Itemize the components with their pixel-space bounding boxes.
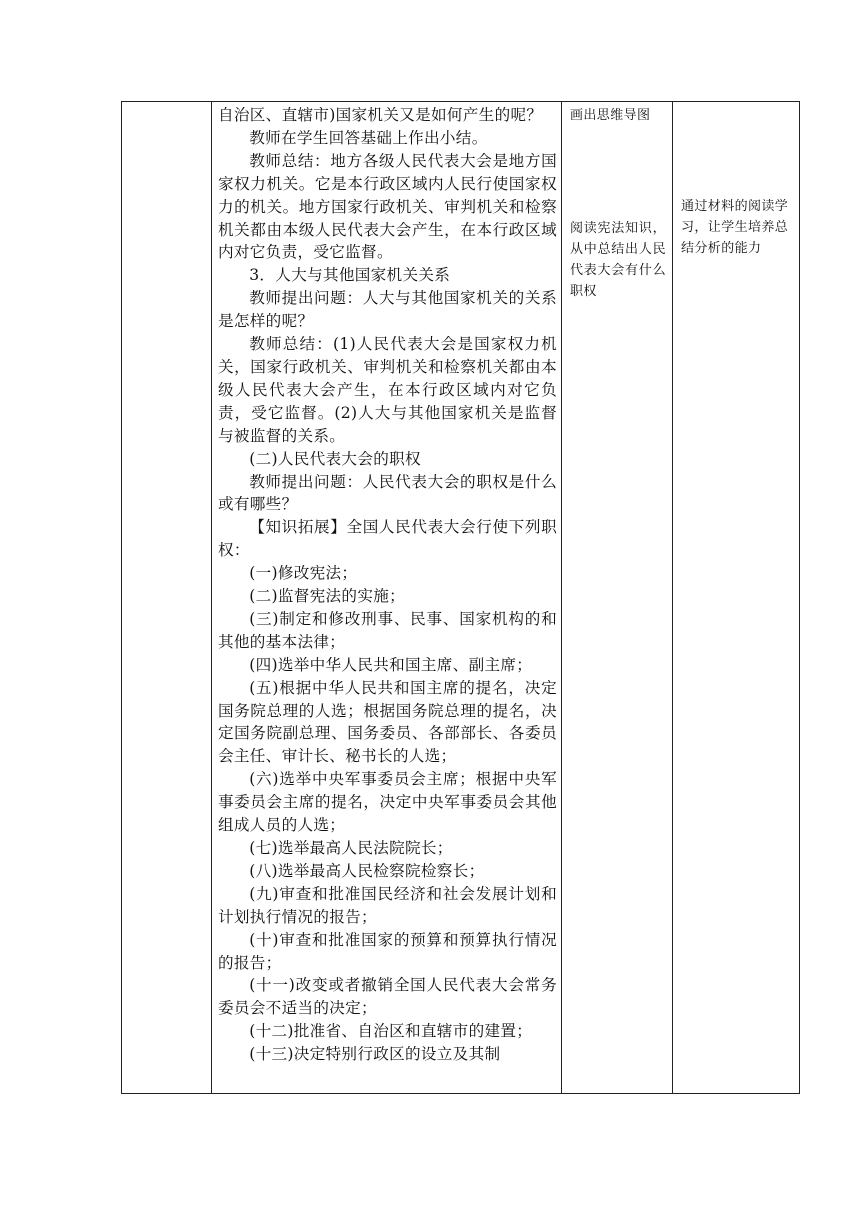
table-row: [122, 102, 800, 1094]
content-paragraph: (四)选举中华人民共和国主席、副主席；: [249, 655, 533, 674]
content-paragraph: (十三)决定特别行政区的设立及其制: [249, 1045, 501, 1064]
content-paragraph: 自治区、直辖市)国家机关又是如何产生的呢？: [218, 106, 543, 124]
design-intent-text: 通过材料的阅读学习，让学生培养总结分析的能力: [681, 199, 789, 256]
content-paragraph: (十一)改变或者撤销全国人民代表大会常务委员会不适当的决定；: [218, 976, 557, 1018]
content-paragraph: 教师在学生回答基础上作出小结。: [249, 128, 488, 147]
content-paragraph: (二)监督宪法的实施；: [249, 587, 405, 606]
content-paragraph: (九)审查和批准国民经济和社会发展计划和计划执行情况的报告；: [218, 884, 557, 926]
content-paragraph: 3．人大与其他国家机关关系: [249, 266, 451, 285]
content-paragraph: (八)选举最高人民检察院检察长；: [249, 861, 485, 880]
content-paragraph: (十二)批准省、自治区和直辖市的建置；: [249, 1022, 533, 1041]
teaching-content-cell: [212, 102, 562, 1094]
content-paragraph: 教师总结：(1)人民代表大会是国家权力机关，国家行政机关、审判机关和检察机关都由本级人民代表大会产生，在本行政区域内对它负责，受它监督。(2)人大与其他国家机关是监督与被监督的关系。: [218, 335, 557, 445]
student-activity-mindmap: 画出思维导图: [570, 108, 651, 123]
content-paragraph: (三)制定和修改刑事、民事、国家机构的和其他的基本法律；: [218, 609, 557, 651]
content-paragraph: 教师总结：地方各级人民代表大会是地方国家权力机关。它是本行政区域内人民行使国家权力的机关。地方国家行政机关、审判机关和检察机关都由本级人民代表大会产生，在本行政区域内对它负责，受它监督。: [218, 151, 557, 262]
design-intent-cell: [673, 102, 800, 1094]
stage-cell: [122, 102, 212, 1094]
student-activity-cell: [562, 102, 673, 1094]
content-paragraph: (二)人民代表大会的职权: [249, 449, 421, 468]
content-paragraph: 教师提出问题：人大与其他国家机关的关系是怎样的呢？: [218, 289, 557, 331]
teaching-content-text: [212, 102, 561, 1066]
content-paragraph: (五)根据中华人民共和国主席的提名，决定国务院总理的人选；根据国务院总理的提名，决定国务院副总理、国务委员、各部部长、各委员会主任、审计长、秘书长的人选；: [218, 678, 557, 766]
content-paragraph: (七)选举最高人民法院院长；: [249, 839, 453, 857]
content-paragraph: (一)修改宪法；: [249, 564, 358, 583]
content-paragraph: 教师提出问题：人民代表大会的职权是什么或有哪些？: [218, 472, 557, 514]
student-activity-reading: 阅读宪法知识，从中总结出人民代表大会有什么职权: [570, 221, 666, 299]
lesson-plan-table: [121, 101, 800, 1094]
content-paragraph: (六)选举中央军事委员会主席；根据中央军事委员会主席的提名，决定中央军事委员会其他组成人员的人选；: [218, 770, 557, 835]
content-paragraph: 【知识拓展】全国人民代表大会行使下列职权：: [218, 518, 557, 560]
content-paragraph: (十)审查和批准国家的预算和预算执行情况的报告；: [218, 930, 557, 972]
